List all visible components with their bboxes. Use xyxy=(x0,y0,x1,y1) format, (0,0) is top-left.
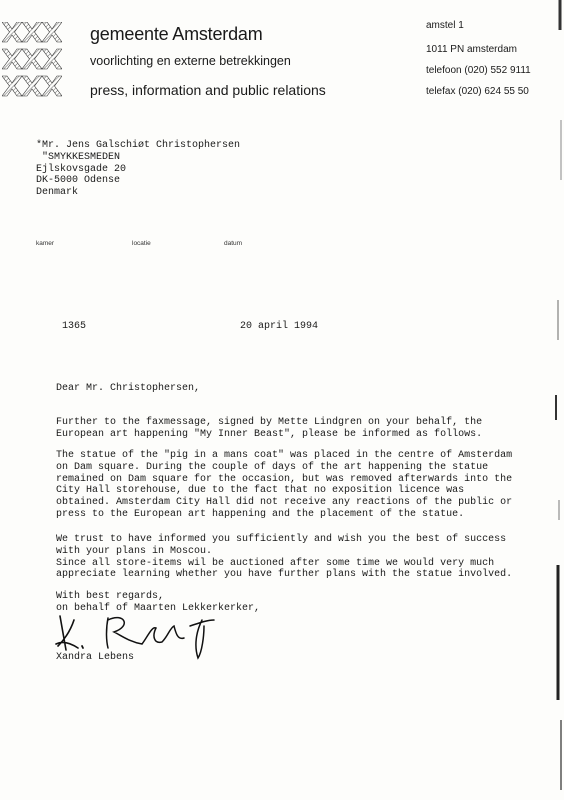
department-english: press, information and public relations xyxy=(90,82,326,98)
recipient-company: "SMYKKESMEDEN xyxy=(36,151,121,163)
signer-name: Xandra Lebens xyxy=(56,652,135,663)
paragraph-1: Further to the faxmessage, signed by Mette Lindgren on your behalf, the European art happening "My Inner Beast", please be informed as follows. xyxy=(56,417,483,440)
closing: With best regards, on behalf of Maarten Lekkerkerker, xyxy=(56,591,261,614)
fax-number: telefax (020) 624 55 50 xyxy=(426,86,529,97)
amsterdam-logo-icon xyxy=(2,22,62,104)
paragraph-3: We trust to have informed you sufficiently and wish you the best of success with your plans in Moscou. Since all store-items wil be auctioned after some time we would very much appreciate learning whether you have further plans with the statue involved. xyxy=(56,534,513,581)
salutation: Dear Mr. Christophersen, xyxy=(56,383,201,394)
letter-date: 20 april 1994 xyxy=(240,321,319,332)
label-locatie: locatie xyxy=(132,240,151,247)
address-postal: 1011 PN amsterdam xyxy=(426,44,517,55)
scan-edge-marks-icon xyxy=(534,0,564,800)
recipient-city: DK-5000 Odense xyxy=(36,175,121,187)
recipient-name: *Mr. Jens Galschiøt Christophersen xyxy=(36,140,241,151)
paragraph-2: The statue of the "pig in a mans coat" was placed in the centre of Amsterdam on Dam square. During the couple of days of the art happening the statue remained on Dam square for the occasion, but was removed afterwards into the City Hall storehouse, due to the fact that no exposition licence was obtained. Amsterdam City Hall did not receive any reactions of the public or press to the European art happening and the placement of the statue. xyxy=(56,450,513,520)
recipient-address xyxy=(36,140,240,199)
department-dutch: voorlichting en externe betrekkingen xyxy=(90,54,291,68)
address-street: amstel 1 xyxy=(426,20,464,31)
recipient-street: Ejlskovsgade 20 xyxy=(36,163,127,175)
phone-number: telefoon (020) 552 9111 xyxy=(426,65,531,76)
label-datum: datum xyxy=(224,240,243,247)
recipient-country: Denmark xyxy=(36,187,79,199)
reference-number: 1365 xyxy=(62,321,87,332)
organization-name: gemeente Amsterdam xyxy=(90,24,263,44)
label-kamer: kamer xyxy=(36,240,55,247)
